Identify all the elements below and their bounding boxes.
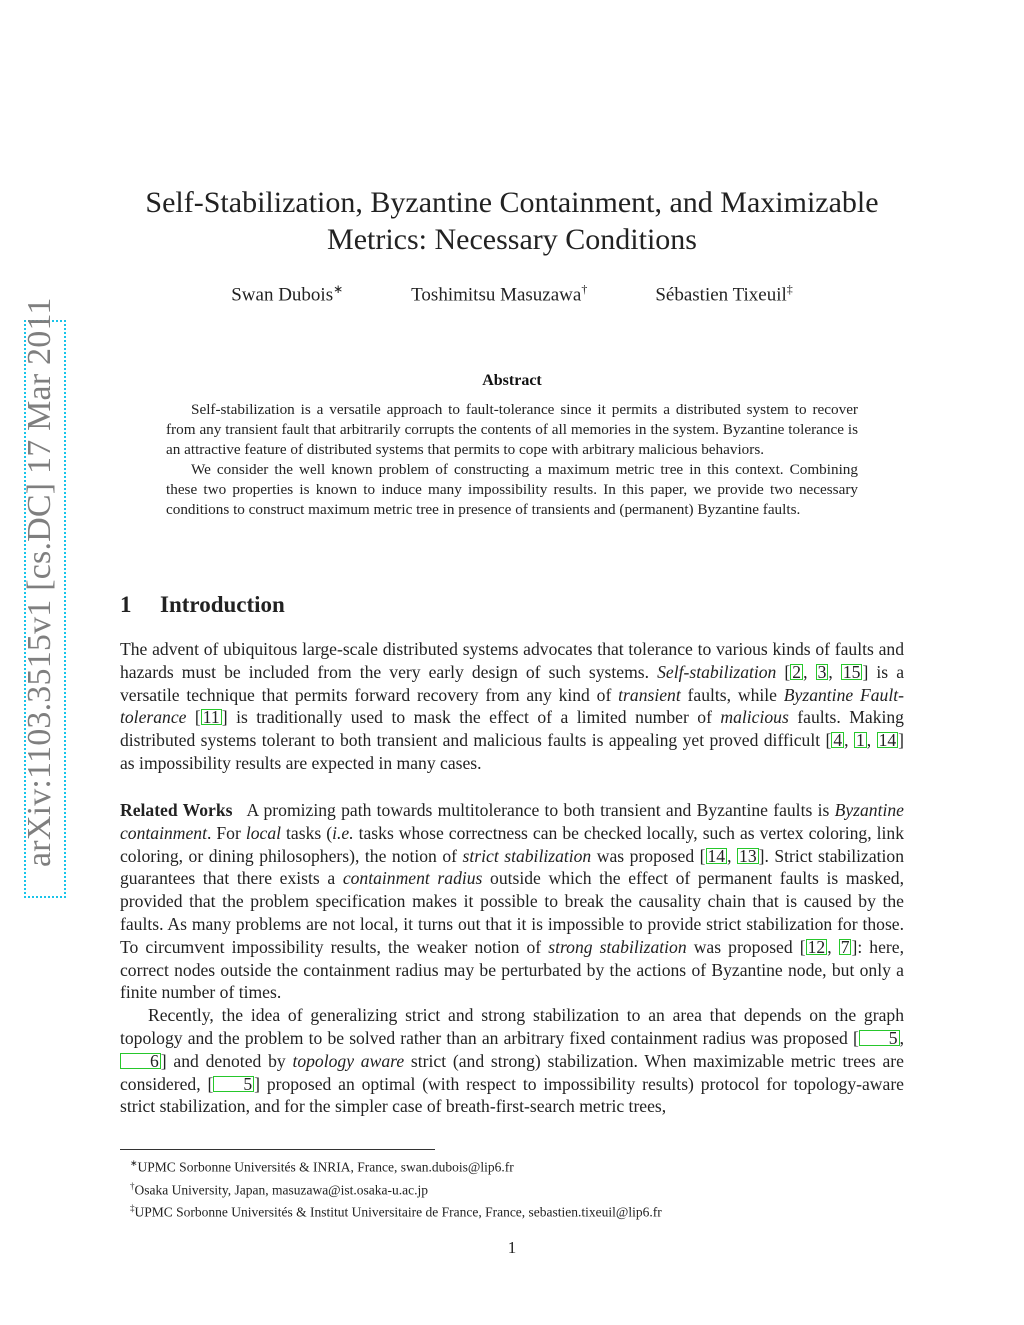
title-line-1: Self-Stabilization, Byzantine Containment, and Maximizable [145, 186, 879, 219]
citation-link[interactable]: 7 [840, 936, 850, 957]
related-works-paragraph: Recently, the idea of generalizing strict and strong stabilization to an area that depends on the graph topology and the problem to be solved rather than an arbitrary fixed containment radius was proposed [ 5 , 6 ] and denoted by topology aware strict (and strong) stabilization. When maximizable metric trees are considered, [ 5 ] proposed an optimal (with respect to impossibility results) protocol for topology-aware strict stabilization, and for the simpler case of breath-first-search metric trees, [120, 1005, 904, 1117]
citation-link[interactable]: 13 [739, 845, 757, 866]
footnote: †Osaka University, Japan, masuzawa@ist.osaka-u.ac.jp [130, 1180, 428, 1197]
citation-link[interactable]: 1 [855, 730, 865, 751]
citation-link[interactable]: 5 [859, 1030, 900, 1046]
citation-link[interactable]: 5 [213, 1076, 254, 1092]
footnotes [130, 1154, 890, 1222]
abstract [166, 400, 858, 520]
abstract-heading: Abstract [482, 372, 542, 389]
footnote: ‡UPMC Sorbonne Universités & Institut Universitaire de France, France, sebastien.tixeuil@lip6.fr [130, 1203, 662, 1220]
citation-link[interactable]: 4 [833, 730, 843, 751]
section-title: Introduction [160, 592, 285, 617]
citation-link[interactable]: 14 [878, 730, 897, 751]
section-heading [120, 592, 285, 618]
citation-link[interactable]: 15 [842, 661, 861, 682]
section-number: 1 [120, 592, 132, 617]
abstract-paragraph: We consider the well known problem of constructing a maximum metric tree in this context. Combining these two properties is known to induce many impossibility results. In this paper, we provide two necessary conditions to construct maximum metric tree in presence of transients and (permanent) Byzantine faults. [166, 461, 858, 518]
introduction-paragraph: The advent of ubiquitous large-scale distributed systems advocates that tolerance to various kinds of faults and hazards must be included from the very early design of such systems. Self-stabilization [ 2 , 3 , 15 ] is a versatile technique that permits forward recovery from any kind of transient faults, while Byzantine Fault-tolerance [ 11 ] is traditionally used to mask the effect of a limited number of malicious faults. Making distributed systems tolerant to both transient and malicious faults is appealing yet proved difficult [ 4 , 1 , 14 ] as impossibility results are expected in many cases. [120, 639, 905, 773]
citation-link[interactable]: 12 [807, 936, 826, 957]
citation-link[interactable]: 2 [792, 661, 802, 682]
abstract-paragraph: Self-stabilization is a versatile approach to fault-tolerance since it permits a distributed system to recover from any transient fault that arbitrarily corrupts the contents of all memories in the system. Byzantine tolerance is an attractive feature of distributed systems that permits to cope with arbitrary malicious behaviors. [166, 401, 858, 458]
page-number: 1 [507, 1238, 517, 1257]
author: Toshimitsu Masuzawa† [411, 282, 588, 306]
related-works [120, 799, 904, 1118]
related-works-heading: Related Works [120, 800, 233, 820]
paper-title [120, 184, 904, 258]
related-works-paragraph: Related Works A promizing path towards multitolerance to both transient and Byzantine faults is Byzantine containment. For local tasks (i.e. tasks whose correctness can be checked locally, such as vertex coloring, link coloring, or dining philosophers), the notion of strict stabilization was proposed [ 14 , 13 ]. Strict stabilization guarantees that there exists a containment radius outside which the effect of permanent faults is masked, provided that the problem specification makes it possible to break the causality chain that is caused by the faults. As many problems are not local, it turns out that it is impossible to provide strict stabilization for those. To circumvent impossibility results, the weaker notion of strong stabilization was proposed [ 12 , 7 ]: here, correct nodes outside the containment radius may be perturbated by the actions of Byzantine node, but only a finite number of times. [120, 800, 905, 1003]
citation-link[interactable]: 11 [202, 707, 220, 728]
title-line-2: Metrics: Necessary Conditions [327, 223, 697, 256]
citation-link[interactable]: 3 [817, 661, 827, 682]
citation-link[interactable]: 6 [120, 1053, 161, 1069]
footnote: ∗UPMC Sorbonne Universités & INRIA, France, swan.dubois@lip6.fr [130, 1158, 514, 1175]
author: Sébastien Tixeuil‡ [655, 282, 793, 306]
author: Swan Dubois∗ [231, 282, 344, 306]
footnote-rule [120, 1149, 435, 1150]
arxiv-id[interactable]: arXiv:1103.3515v1 [cs.DC] 17 Mar 2011 [21, 297, 58, 867]
citation-link[interactable]: 14 [707, 845, 726, 866]
author-list [120, 282, 904, 306]
